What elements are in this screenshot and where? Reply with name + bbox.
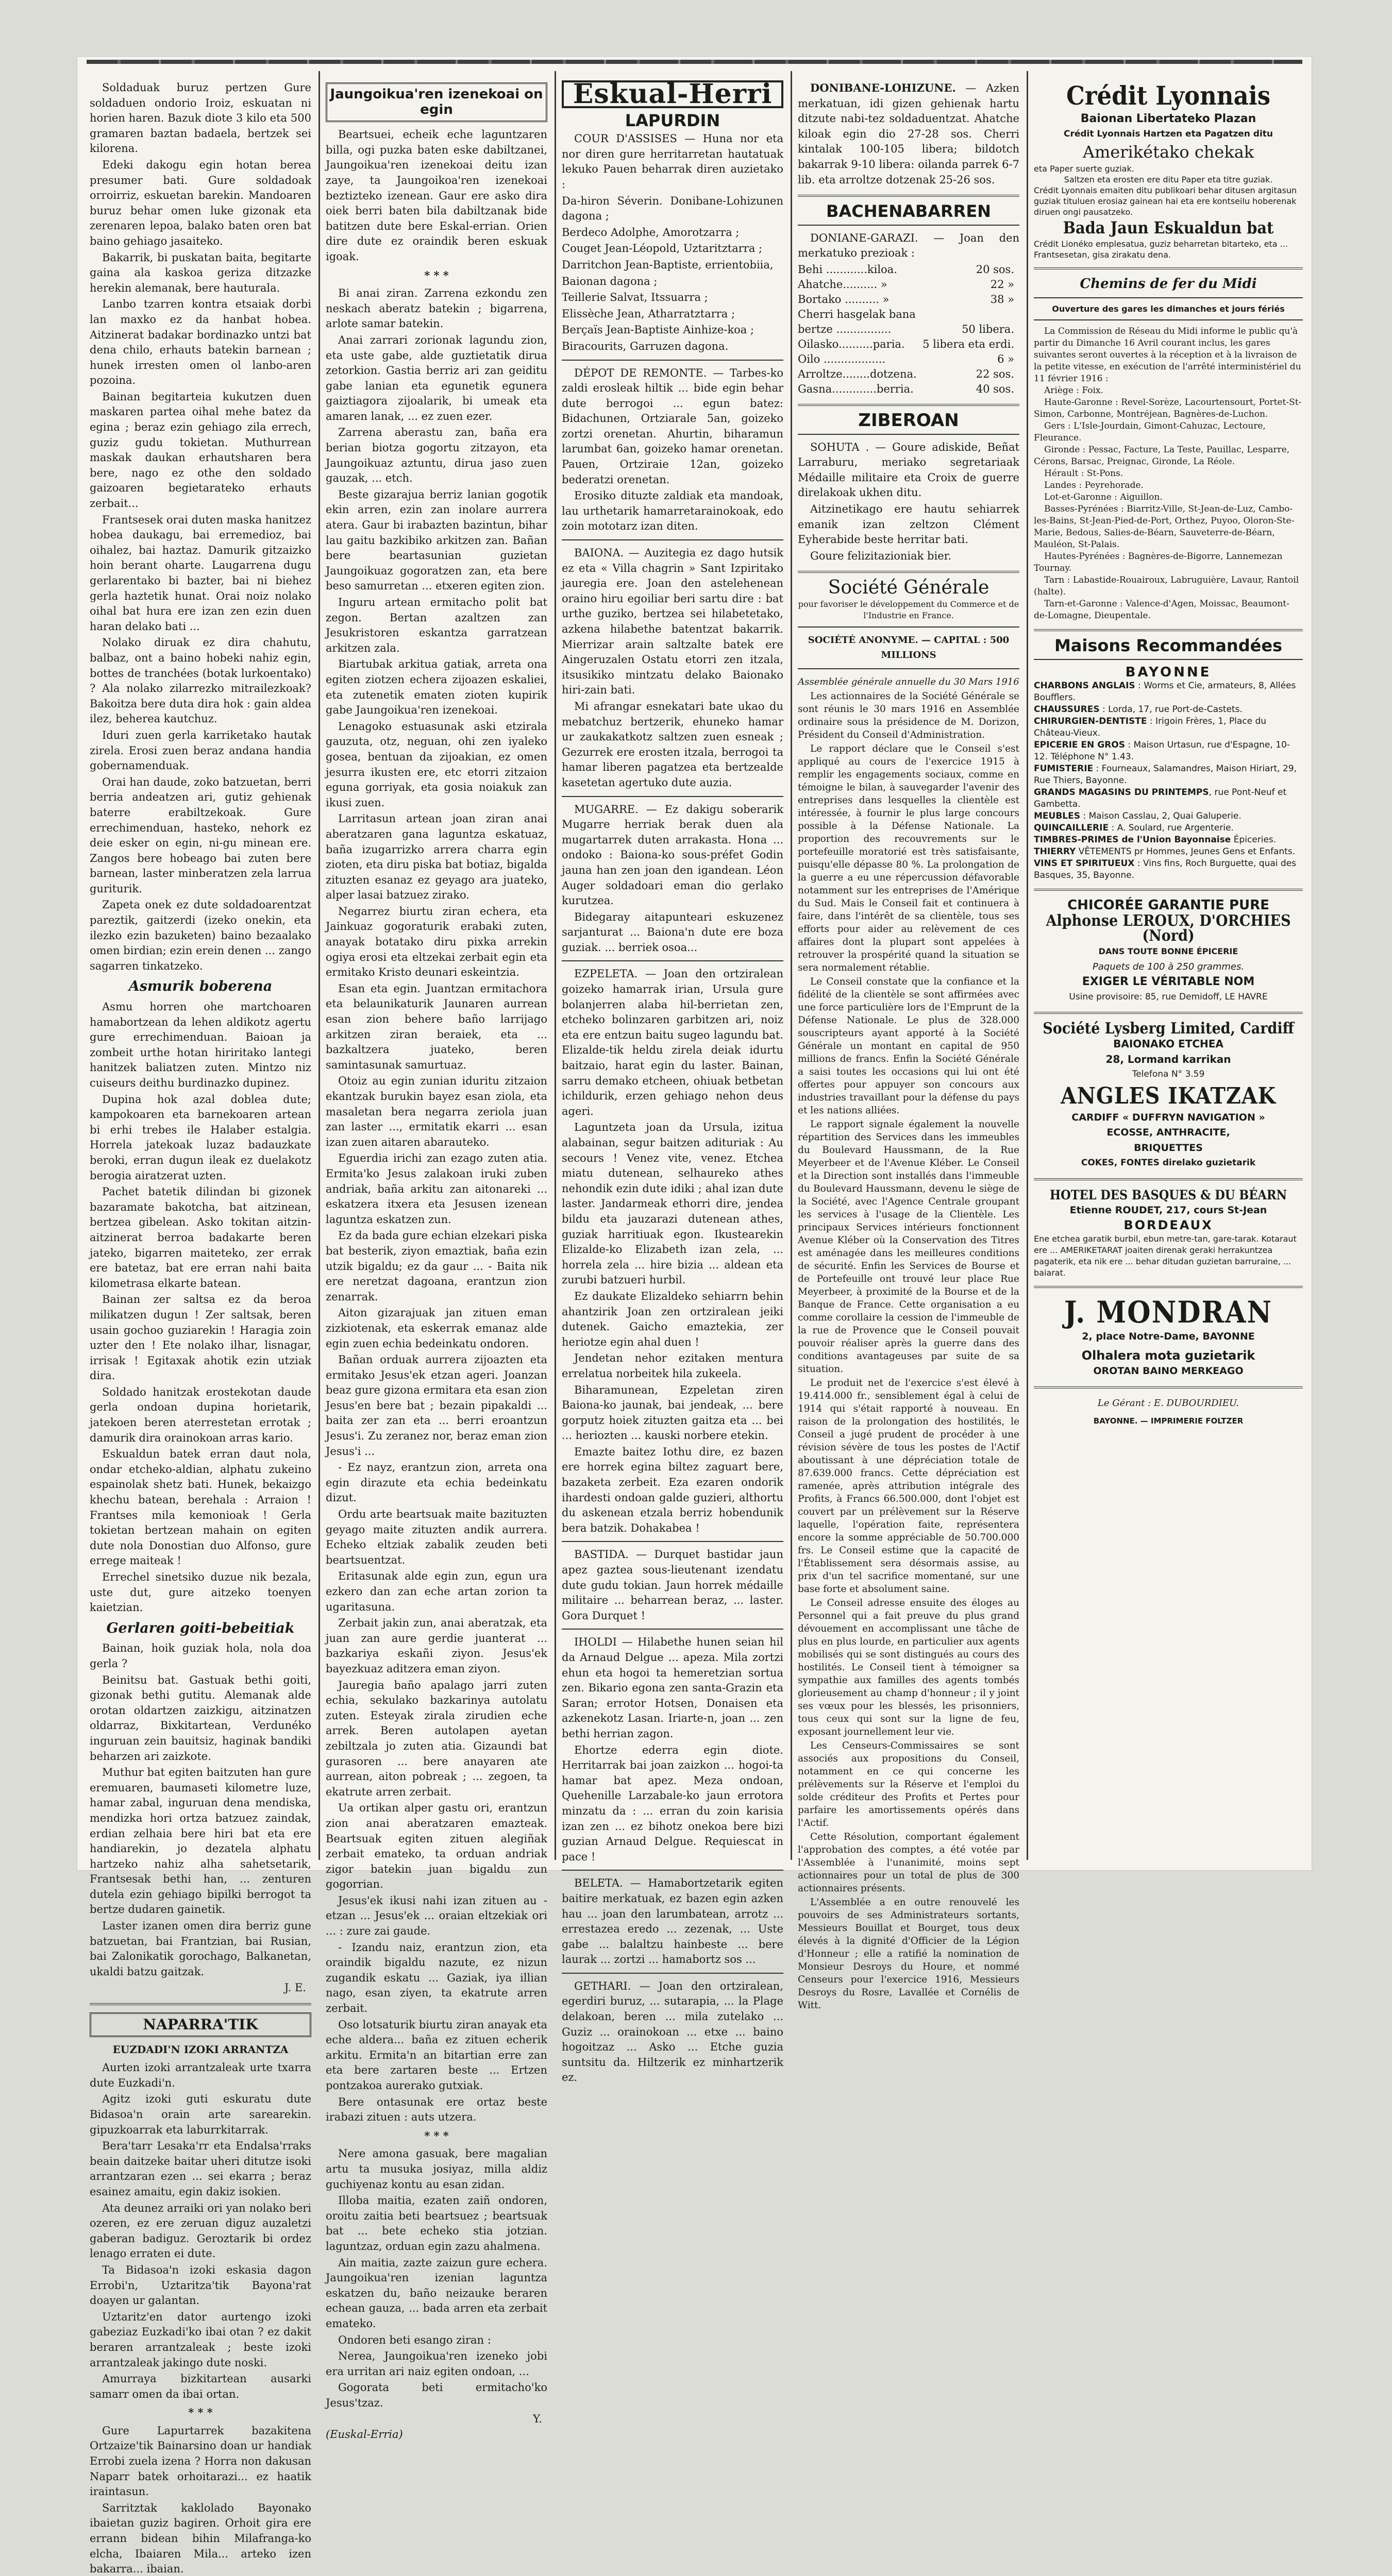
business-detail: : Fourneaux, Salamandres, Maison Hiriart, 29, Rue Thiers, Bayonne. <box>1034 764 1297 786</box>
price-item: Gasna.............berria. <box>798 382 914 395</box>
article-title: Jaungoikua'ren izenekoai on egin <box>326 82 547 122</box>
list-item: Lot-et-Garonne : Aiguillon. <box>1044 492 1163 502</box>
paragraph: Eskualdun batek erran daut nola, ondar etcheko-aldian, alphatu zukeino espainolak shetz bati. Hunek, bekaizgo khechu batean, berehala : Arraion ! Frantses mila kemonioak ! Gerla tokietan bertzean mahain on egiten dute nola Donostian duo Alfonso, gure errege maiteak ! <box>90 1448 311 1567</box>
list-item <box>1034 763 1303 787</box>
ad-city: BAYONNE <box>1125 664 1212 680</box>
paragraph: Frantsesek orai duten maska hanitzez hobea daukagu, bai erremedioz, bai oihalez, bai haztaz. Damurik gitzaizko hoin berant oharte. Laugarrena dugu gerlarentako bi bazter, bai ni biehez gerla haztetik hunat. Orai noiz nolako oihal bat hura ere izan zen ezin duen haran delako bati ... <box>90 513 311 633</box>
paragraph-text: — Azken merkatuan, idi gizen gehienak hartu ditzute nabi-tez soldaduentzat. Ahatche kiloak egin dio 27-28 sos. Cherri kintalak 100-105 libera; bildotch bakarrak 9-10 libera: oilanda parrek 6-7 lib. eta arroltze dotzenak 25-26 sos. <box>798 82 1019 186</box>
paragraph: Negarrez biurtu ziran echera, eta Jainkuaz gogoraturik erabaki zuten, anayak botatako diru pixka arrekin ogiya erosi eta eltzekai zerbait egin eta ermitako Kristo deunari eskeintzia. <box>326 905 547 979</box>
price-value: 22 » <box>990 278 1014 291</box>
paragraph: Mi afrangar esnekatari bate ukao du mebatchuz bertzerik, ehuneko hamar ur zaukakatkotz saltzen zuen esneak ; Gezurrek ere erosten itzala, berrogoi ta hamar liberen pagatzea eta bertzealde kasetetan agertuko dute auzia. <box>562 700 783 789</box>
source: (Euskal-Erria) <box>326 2428 403 2441</box>
divider <box>798 626 1019 628</box>
company-subtitle: pour favoriser le développement du Commerce et de l'Industrie en France. <box>798 599 1019 620</box>
paragraph: Le rapport signale également la nouvelle répartition des Services dans les immeubles du Boulevard Haussmann, de la Rue Meyerbeer et de l'Avenue Kléber. Le Conseil et la Direction sont installés dans l'immeuble du Boulevard Haussmann, devenu le siège de la Société, avec l'Agence Centrale groupant les services à l'usage de la Clientèle. Les principaux Services intérieurs fonctionnent Avenue Kléber où la Conservation des Titres est aménagée dans les meilleures conditions de sécurité. Enfin les Services de Bourse et de Portefeuille ont trouvé leur place Rue Meyerbeer, à proximité de la Bourse et de la Banque de France. Cette organisation a eu comme corollaire la cession de l'immeuble de la rue de Provence que le Conseil pouvait pouvoir réaliser après la guerre dans des conditions avantageuses par suite de sa situation. <box>798 1118 1019 1375</box>
paragraph: EZPELETA. — Joan den ortziralean goizeko hamarrak irian, Ursula gure bolanjerren alaba hil-berrietan zen, etcheko bolinzaren garbitzen ari, noiz eta ere entzun baitu sugeo lagundu bat. Elizalde-tik heldu zirela deiak idurtu baitzaio, harat egin du laster. Bainan, sarru demako etcheen, ohiuak betbetan ichildurik, erzen gehiago nehon deus ageri. <box>562 968 783 1117</box>
capital-line: SOCIÉTÉ ANONYME. — CAPITAL : 500 MILLIONS <box>808 634 1010 661</box>
column-rule <box>318 71 320 1860</box>
business-detail: : Worms et Cie, armateurs, 8, Allées Boufflers. <box>1034 681 1296 703</box>
paragraph: BAIONA. — Auzitegia ez dago hutsik ez eta « Villa chagrin » Sant Izpiritako jauregia ere. Joan den astelehenean oraino hiru egoiliar beri sartu dire : bat urthe guziko, bertzea sei hilabetetako, azkena hilabethe batentzat bakarrik. Mierrizar arain saltzalte batek ere Aingeruzalen Ostatu etorri zen itzala, itsusikiko mintzatu delako Baionako hiri-zain bati. <box>562 547 783 697</box>
paragraph: Beartsuei, echeik eche laguntzaren billa, ogi puzka baten eske dabiltzanei, Jaungoikua'ren izenekoai deitu izan zaye, ta Jaungoikoa'ren izenekoai beztizteko izenean. Gaur ere asko dira oiek berri baten bila dabiltzanak bide batitzen dute bere Eskal-errian. Orien dire dute ez oraindik beren eskuak igoak. <box>326 128 547 263</box>
price-item: Arroltze........dotzena. <box>798 367 917 380</box>
paragraph: Uztaritz'en dator aurtengo izoki gabeziaz Euzkadi'ko ibai otan ? ez dakit beraren arrantzaleak ; beste izoki arrantzaleak jakingo dute noski. <box>90 2310 311 2369</box>
paragraph: Beinitsu bat. Gastuak bethi goiti, gizonak bethi gutitu. Alemanak alde orotan oldartzen zaizkigu, aitzinatzen oldarraz, Bixkitartean, Verdunéko inguruan zein bauitsiz, haginak bandiki beharzen ari zaizkote. <box>90 1673 311 1762</box>
signature: Y. <box>533 2413 542 2426</box>
list-item: Tarn-et-Garonne : Valence-d'Agen, Moissac, Beaumont-de-Lomagne, Dieupentale. <box>1034 598 1289 621</box>
ad-line: ECOSSE, ANTHRACITE, <box>1106 1127 1230 1139</box>
assembly-title: Assemblée générale annuelle du 30 Mars 1916 <box>798 676 1019 688</box>
paragraph: Bakarrik, bi puskatan baita, begitarte gaina ala kaskoa geriza ditzazke herekin alemanak, bere hauturala. <box>90 251 311 294</box>
ornament: * * * <box>424 2129 449 2142</box>
divider <box>1034 297 1303 298</box>
list-item: Biracourits, Garruzen dagona. <box>562 340 729 352</box>
ad-chemins-de-fer <box>1034 277 1303 622</box>
divider <box>562 360 783 361</box>
paragraph: Cette Résolution, comportant également l'approbation des comptes, a été votée par l'Assemblée à l'unanimité, moins sept actionnaires pour un total de plus de 300 actionnaires présents. <box>798 1831 1019 1894</box>
paragraph: Bi anai ziran. Zarrena ezkondu zen neskach aberatz batekin ; bigarrena, arlote samar batekin. <box>326 287 547 330</box>
business-detail: : Irigoin Frères, 1, Place du Château-Vieux. <box>1034 716 1267 739</box>
section-heading: Asmurik boberena <box>128 978 273 995</box>
paragraph: Zerbait jakin zun, anai aberatzak, eta juan zan aure gerdie juanterat ... bazkariya eskañi ziyon. Jesus'ek bayezkuaz aditzera eman ziyon. <box>326 1617 547 1675</box>
list-item <box>1034 704 1303 716</box>
price-item: bertze ................ <box>798 323 892 335</box>
list-item: Couget Jean-Léopold, Uztaritztarra ; <box>562 242 763 255</box>
paragraph: Larritasun artean joan ziran anai aberatzaren gana laguntza eskatuaz, baña izugarrizko arrera charra egin zioten, eta diru piska bat botiaz, bigalda zituzten esanaz ez geyago ara juateko, alper lasai batzuez zirako. <box>326 812 547 902</box>
paragraph: Les actionnaires de la Société Générale se sont réunis le 30 mars 1916 en Assemblée ordinaire sous la présidence de M. Dorizon, Président du Conseil d'Administration. <box>798 690 1019 740</box>
paragraph: Ata deunez arraiki ori yan nolako beri ozeren, ez ere zeruan diguz auzaletzi gaberan badiguz. Geroztarik bi ordez lenago erraten ei dute. <box>90 2201 311 2260</box>
divider <box>562 960 783 961</box>
ad-line: OROTAN BAINO MERKEAGO <box>1093 1365 1244 1377</box>
article-title: EUZDADI'N IZOKI ARRANTZA <box>112 2043 289 2056</box>
list-item <box>1034 846 1303 858</box>
ad-text: La Commission de Réseau du Midi informe le public qu'à partir du Dimanche 16 Avril courant inclus, les gares suivantes seront ouvertes à la réception et à la livraison de la petite vitesse, en exécution de l'arrêté interministériel du 11 février 1916 : <box>1034 326 1301 384</box>
list-item: Tarn : Labastide-Rouairoux, Labruguière, Lavaur, Rantoil (halte). <box>1034 574 1299 597</box>
paragraph: Esan eta egin. Juantzan ermitachora eta belaunikaturik Jaunaren aurrean esan zion behere baño larrijago arkitzen ziran beraiek, eta ... bazkaltzera juateko, beren samintasunak samurtuaz. <box>326 982 547 1071</box>
divider <box>562 796 783 797</box>
signature: J. E. <box>284 1981 306 1994</box>
divider <box>90 2003 311 2005</box>
list-item: Berdeco Adolphe, Amorotzarra ; <box>562 226 740 239</box>
divider <box>798 668 1019 669</box>
business-detail: VÊTEMENTS pr Hommes, Jeunes Gens et Enfants. <box>1076 846 1296 857</box>
ad-title: Crédit Lyonnais <box>1066 80 1271 111</box>
business-category: CHARBONS ANGLAIS <box>1034 681 1135 691</box>
paragraph: Ehortze ederra egin diote. Herritarrak bai joan zaizkon ... hogoi-ta hamar bat apez. Meza ondoan, Quehenille Larzabale-ko jaun errotora minzatu da : ... erran du zoin karisia izan zen ... ez bihotz onekoa bere bizi guzian Arnaud Delgue. Requiescat in pace ! <box>562 1743 783 1863</box>
divider <box>562 1973 783 1974</box>
business-detail: : Lorda, 17, rue Port-de-Castets. <box>1099 704 1243 715</box>
paragraph: Inguru artean ermitacho polit bat zegon. Bertan azaltzen zan Jesukristoren eskantza garratzean arkitzen zala. <box>326 596 547 654</box>
divider <box>562 1870 783 1871</box>
paragraph: Agitz izoki guti eskuratu dute Bidasoa'n orain arte sarearekin. gipuzkoarrak eta laburrkitarrak. <box>90 2093 311 2136</box>
paragraph: Soldado hanitzak erostekotan daude gerla ondoan dupina horietarik, jatekoen beren aterrestetan errotak ; damurik dira orainokoan arras kario. <box>90 1385 311 1444</box>
list-item: Darritchon Jean-Baptiste, errientobiia, <box>562 258 774 271</box>
paragraph: Errechel sinetsiko duzue nik bezala, uste dut, gure aitzeko toenyen kaietzian. <box>90 1571 311 1614</box>
paragraph: Pachet batetik dilindan bi gizonek bazaramate bakotcha, bat aitzinean, bertzea gibelean. Asko tokitan aitzin-aitzinerat berroa badakarte beren jateko, bigarren maiteteko, zer errak ere batetaz, bat ere erran nahi baita kilometrasa elkarte batean. <box>90 1185 311 1290</box>
ad-line: DANS TOUTE BONNE ÉPICERIE <box>1098 946 1238 956</box>
paragraph: Illoba maitia, ezaten zaiñ ondoren, oroitu zaitia beti beartsuez ; beartsuak bat ... bete echeko stia jotzian. laguntzaz, orduan egin zazu ahalmena. <box>326 2194 547 2252</box>
ad-text: Crédit Lyonnais emaiten ditu publikoari behar ditusen argitasun guziak tituluen erosiaz gainean hai eta ere kontseilu hoberenak diruen ongi pausatzeko. <box>1034 185 1297 217</box>
paragraph: Jendetan nehor ezitaken mentura errelatua norbeitek hila zukeela. <box>562 1352 783 1380</box>
paragraph: Anai zarrari zorionak lagundu zion, eta uste gabe, alde guztietatik dirua zetorkion. Gastia berriz ari zan geiditu gabe lanian eta egunetik egunera gaiztiagora zijoalarik, bi umeak eta amaren lanak, ... ez zuen ezer. <box>326 333 547 422</box>
paragraph: Aitzinetikago ere hautu sehiarrek emanik izan zeltzon Clément Eyherabide beste herritar bati. <box>798 502 1019 546</box>
table-row <box>798 292 1019 307</box>
price-item: Behi ............kiloa. <box>798 263 897 276</box>
list-item <box>1034 680 1303 704</box>
paragraph: - Izandu naiz, erantzun zion, eta oraindik bigaldu nazute, ez nizun zugandik eskatu ... Gaziak, iya illian nago, esan ziyen, ta ekatrute arren zerbait. <box>326 1941 547 2015</box>
business-detail: : A. Soulard, rue Argenterie. <box>1109 823 1234 834</box>
ad-text: eta Paper suerte guziak. <box>1034 163 1134 174</box>
price-item: Oilasko..........paria. <box>798 337 905 350</box>
paragraph: Otoiz au egin zunian iduritu zitzaion ekantzak burukin bayez esan ziola, eta masaletan bera negarra zeriola juan zan laster ..., ermitatik ekarri ... esan izan zuen aitaren abarauteko. <box>326 1075 547 1148</box>
divider <box>1034 267 1303 269</box>
station-list <box>1034 385 1303 622</box>
price-value: 20 sos. <box>976 263 1014 276</box>
list-item <box>1034 822 1303 834</box>
table-row <box>798 367 1019 382</box>
list-item <box>1034 739 1303 763</box>
list-item: Haute-Garonne : Revel-Sorèze, Lacourtensourt, Portet-St-Simon, Carbonne, Montréjean, Bagnères-de-Luchon. <box>1034 397 1302 419</box>
market-prices-table <box>798 262 1019 397</box>
paragraph: Gure Lapurtarrek bazakitena Ortzaize'tik Bainarsino doan ur handiak Errobi zuela izena ? Horra non dakusan Naparr batek orhoitarazi... ez haatik iraintasun. <box>90 2424 311 2498</box>
column-rule <box>1027 71 1028 1860</box>
ad-title: Chemins de fer du Midi <box>1080 276 1257 292</box>
business-detail: : Maison Casslau, 2, Quai Galuperie. <box>1080 811 1242 822</box>
table-row <box>798 322 1019 337</box>
paragraph: - Ez nayz, erantzun zion, arreta ona egin dirazute eta echia bedeinkatu dizut. <box>326 1461 547 1504</box>
list-item: Elissèche Jean, Atharratztarra ; <box>562 307 735 320</box>
paragraph: Iduri zuen gerla karriketako hautak zirela. Erosi zuen beraz andana handia gobernamenduak. <box>90 728 311 772</box>
paragraph: Eritasunak alde egin zun, egun ura ezkero dan zan eche artan zorion ta ugaritasuna. <box>326 1570 547 1613</box>
paragraph: Asmu horren ohe martchoaren hamabortzean da lehen aldikotz agertu gure errechimenduan. Baioan ja zombeit urthe hotan hiriritako lantegi hanitzek baliatzen zuten. Mintzo niz cuiseurs deithu burdinazko dupinez. <box>90 1001 311 1089</box>
paragraph: BASTIDA. — Durquet bastidar jaun apez gaztea sous-lieutenant izendatu dute gudu tokian. Jaun horrek médaille militaire ... beharrean beraz, ... laster. Gora Durquet ! <box>562 1548 783 1622</box>
ornament: * * * <box>188 2406 213 2419</box>
price-value: 5 libera eta erdi. <box>923 337 1014 350</box>
paragraph: Eguerdia irichi zan ezago zuten atia. Ermita'ko Jesus zalakoan iruki zuben andriak, baña arkitu zan aitonareki ... eskatzera itxera eta Jesusen izenean laguntza eskatzen zun. <box>326 1152 547 1226</box>
paragraph: Zapeta onek ez dute soldadoarentzat pareztik, gaitzerdi (izeko onekin, eta ilezko ezin bazuketen) baino bezaalako omen birdian; ezin erein denen ... zango sagarren tinkatzeko. <box>90 899 311 972</box>
paragraph: Ordu arte beartsuak maite bazituzten geyago maite zituzten andik aurrera. Echeko eltziak zabalik zeuden beti beartsuentzat. <box>326 1508 547 1566</box>
column-5-ads <box>1034 80 1303 1860</box>
price-value <box>920 307 1019 322</box>
paragraph: SOHUTA . — Goure adiskide, Beñat Larraburu, meriako segretariaak Médaille militaire eta Croix de guerre direlakoak ukhen ditu. <box>798 440 1019 499</box>
paragraph: Bera'tarr Lesaka'rr eta Endalsa'rraks beain daitzeke baitar uheri ditutze isoki arrantzaran ezen ... sei ekarra ; beraz esainez amaitu, egin dakiz isokien. <box>90 2140 311 2198</box>
price-value: 50 libera. <box>962 323 1014 335</box>
paragraph: Le rapport déclare que le Conseil s'est appliqué au cours de l'exercice 1915 à remplir les engagements sociaux, comme en témoigne le bilan, à sauvegarder l'avenir des entreprises dans lesquelles la clientèle est intéressée, à fournir le plus large concours possible à la Défense Nationale. La proportion des recouvrements sur le portefeuille moratorié est très satisfaisante, puisqu'elle dépasse 80 %. La prolongation de la guerre a eu une répercussion défavorable notamment sur les entreprises de l'Amérique du Sud. Mais le Conseil fait et continuera à faire, dans l'intérêt de sa clientèle, tous ses efforts pour aider au relèvement de ces affaires dont la plupart sont appelées à retrouver la prospérité quand la situation se sera normalement rétablie. <box>798 743 1019 973</box>
ad-line: Baionan Libertateko Plazan <box>1080 112 1256 125</box>
list-item: Gers : L'Isle-Jourdain, Gimont-Cahuzac, Lectoure, Fleurance. <box>1034 420 1266 443</box>
paragraph: Bañan orduak aurrera zijoazten eta ermitako Jesus'ek etzan ageri. Joanzan beaz gure gizona ermitara eta esan zion Jesus'en bere bat ; bezain pipakaldi ... baita zer zan eta ... berri eroantzun Jesus'i. Zu zeranez nor, beraz eman zion Jesus'i ... <box>326 1353 547 1458</box>
column-2 <box>326 80 547 2441</box>
section-heading: NAPARRA'TIK <box>90 2012 311 2037</box>
printer-line: BAYONNE. — IMPRIMERIE FOLTZER <box>1093 1416 1244 1426</box>
list-item <box>1034 787 1303 810</box>
table-row <box>798 352 1019 367</box>
price-item: Bortako .......... » <box>798 293 890 306</box>
paragraph: Aiton gizarajuak jan zituen eman zizkiotenak, eta eskerrak emanaz alde egin zuen echia bedeinkatu ondoren. <box>326 1307 547 1350</box>
paragraph: Laguntzeta joan da Ursula, izitua alabainan, segur baitzen adituriak : Au secours ! Venez vite, venez. Etchea miatu dutenean, selhaureko athes nehondik ezin dute idiki ; ahal izan dute laster. Jandarmeak ethorri dire, jendea bildu eta jauzarazi dutenean athes, guziak harritiuak egon. Ikustearekin Elizalde-ko Elizabeth izan zela, ... horrela zela ... hire bizia ... aldean eta zurubi batzueri hurbil. <box>562 1121 783 1286</box>
ad-line: Usine provisoire: 85, rue Demidoff, LE HAVRE <box>1069 991 1268 1002</box>
business-detail: , rue Pont-Neuf et Gambetta. <box>1034 787 1287 810</box>
ad-line: Olhalera mota guzietarik <box>1081 1348 1255 1363</box>
paragraph: Ez daukate Elizaldeko sehiarrn behin ahantzirik Joan zen ortziralean jeiki dutenek. Gaicho emaztekia, zer heriotze egin ahal duen ! <box>562 1290 783 1348</box>
paragraph: Beste gizarajua berriz lanian gogotik ekin arren, ezin zan inolare aurrera atera. Gaur bi irabazten bazintun, bihar lau gaitu bazkibiko arkitzen zan. Bañan bere beartasunian guzietan Jaungoikuaz gogoratzen zan, eta bere beso samurretan ... etxeren egiten zion. <box>326 488 547 592</box>
ad-city: BORDEAUX <box>1123 1218 1213 1233</box>
column-3 <box>562 78 783 2084</box>
paragraph: Jauregia baño apalago jarri zuten echia, sekulako bazkarinya autolatu zuten. Esteyak zirala zirudien eche arrek. Beren autolapen ayetan zebiltzala jo zuten atia. Gizaundi bat gurasoren ... bere anayaren ate aurrean, aiton pobreak ; ... zegoen, ta ekatrute arren zerbait. <box>326 1679 547 1798</box>
ad-line: 2, place Notre-Dame, BAYONNE <box>1082 1330 1255 1342</box>
table-row <box>798 337 1019 352</box>
list-item: Hérault : St-Pons. <box>1044 468 1123 479</box>
paragraph: Bainan begitarteia kukutzen duen maskaren partea oihal mehe batez da egina ; beraz ezin gehiago zila errech, guziz gudu tokietan. Muthurrean maskak daukan erhautsharen bera bere, nago ez othe den soldado gaizoaren begietarateko erhauts zerbait... <box>90 390 311 510</box>
paragraph: Lenagoko estuasunak aski etzirala gauzuta, otz, neguan, ohi zen iyaleko gosea, bentuan da zijoakian, ez omen jesurra ikusten ere, etc etorri zitzaion eguna gorriyak, eta gosia noiakuk zan ikusi zuen. <box>326 720 547 809</box>
paragraph: Muthur bat egiten baitzuten han gure eremuaren, baumaseti kilometre luze, hamar zabal, inguruan dena mendiska, mendizka hori ortza batzuez zaindak, erdian zelhaia bere hiri bat eta ere handiarekin, jo dezatela alphatu hartzeko nahiz alha sahetsetarik, Frantsesak bethi han, ... zenturen dutela ezin gehiago bipilki berrogot ta bertze dudaren gainetik. <box>90 1766 311 1916</box>
business-category: CHIRURGIEN-DENTISTE <box>1034 716 1147 727</box>
divider <box>798 225 1019 226</box>
divider <box>562 1541 783 1542</box>
ad-hotel-des-basques <box>1034 1188 1303 1279</box>
paragraph: Le produit net de l'exercice s'est élevé à 19.414.000 fr., sensiblement égal à celui de 1914 qui s'était rapporté à nouveau. En raison de la prolongation des hostilités, le Conseil a jugé prudent de procéder à une révision sévère de tous les postes de l'Actif aboutissant à une dépréciation totale de 87.639.000 francs. Cette dépréciation est ramenée, après attribution intégrale des Profits, à Francs 66.500.000, dont l'objet est couvert par un prélèvement sur la Réserve laquelle, l'opération faite, représentera encore la somme appréciable de 50.700.000 frs. Le Conseil estime que la capacité de l'Établissement sera désormais assise, au prix d'un tel sacrifice momentané, sur une base forte et absolument saine. <box>798 1377 1019 1595</box>
list-item <box>1034 834 1303 846</box>
business-category: GRANDS MAGASINS DU PRINTEMPS <box>1034 787 1209 798</box>
section-heading: BACHENABARREN <box>826 201 991 222</box>
paragraph: Le Conseil constate que la confiance et la fidélité de la clientèle se sont affirmées avec une force particulière lors de l'Emprunt de la Défense Nationale. Le plus de 328.000 souscripteurs ayant apporté à la Société Générale un montant en capital de 950 millions de francs. Enfin la Société Générale a saisi toutes les occasions qui lui ont été offertes pour appuyer son concours aux industries travaillant pour la défense du pays et les nations alliées. <box>798 976 1019 1116</box>
paragraph: Jesus'ek ikusi nahi izan zituen au - etzan ... Jesus'ek ... oraian eltzekiak ori ... : zure zai gaude. <box>326 1894 547 1938</box>
ad-line: Telefona N° 3.59 <box>1132 1069 1205 1080</box>
divider <box>798 571 1019 573</box>
ad-credit-lyonnais <box>1034 80 1303 260</box>
list-item: Gironde : Pessac, Facture, La Teste, Pauillac, Lesparre, Cérons, Barsac, Preignac, Gironde, La Réole. <box>1034 444 1290 467</box>
business-category: CHAUSSURES <box>1034 704 1100 715</box>
divider <box>1034 629 1303 631</box>
paragraph: GETHARI. — Joan den ortziralean, egerdiri buruz, ... sutarapia, ... la Plage delakoan, beren ... mila zutelako ... Guziz ... orainokoan ... etxe ... baino hogoitzaz ... Asko ... Etche guzia suntsitu da. Hiltzerik ez minhartzerik ez. <box>562 1979 783 2084</box>
ad-mondran <box>1034 1295 1303 1379</box>
section-heading: Gerlaren goiti-bebeitiak <box>106 1620 295 1636</box>
paragraph <box>798 80 1019 188</box>
paragraph: L'Assemblée a en outre renouvelé les pouvoirs de ses Administrateurs sortants, Messieurs Bouillat et Bourget, tous deux élevés à la dignité d'Officier de la Légion d'Honneur ; elle a ratifié la nomination de Monsieur Desroys du Houre, et nommé Censeurs pour l'exercice 1916, Messieurs Desroys du Rosre, Lavallée et Cornélis de Witt. <box>798 1896 1019 2011</box>
paragraph: Nolako diruak ez dira chahutu, balbaz, ont a baino hobeki nahiz egin, bottes de tranchées (botak lurkoentako) ? Ala nolako zilarrezko mitrailezkoak? Bakoitza bere duta dira hok : gain aldea ilez, beherea kautchuz. <box>90 636 311 725</box>
paragraph: Bainan, hoik guziak hola, nola doa gerla ? <box>90 1642 311 1670</box>
section-masthead: Eskual-Herri <box>562 80 783 108</box>
price-item: Cherri hasgelak bana <box>798 308 916 320</box>
list-item <box>1034 858 1303 882</box>
business-detail: : Maison Urtasun, rue d'Espagne, 10-12. Téléphone N° 1.43. <box>1034 740 1290 762</box>
ad-text: Ene etchea garatik burbil, ebun metre-tan, gare-tarak. Kotaraut ere ... AMERIKETARAT joaiten direnak geraki herrakuntzea pagaterik, eta nik ere ... behar ditudan guzietan barruraine, ... baiarat. <box>1034 1233 1297 1278</box>
paragraph: Zarrena aberastu zan, baña era berian biotza gogortu zitzayon, eta Jaungoikuaz aztuntu, dirua jaso zuen gauzak, ... etch. <box>326 426 547 485</box>
paragraph: Sarritztak kaklolado Bayonako ibaietan guziz bagiren. Orhoit gira ere errann bidean bihin Milafranga-ko elcha, Ibaiaren Mila... arteko izen bakarra... ibaian. <box>90 2501 311 2575</box>
list-item: Teillerie Salvat, Itssuarra ; <box>562 291 708 304</box>
list-item: Hautes-Pyrénées : Bagnères-de-Bigorre, Lannemezan Tournay. <box>1034 551 1283 573</box>
business-detail: Épiceries. <box>1231 835 1277 845</box>
ad-title: HOTEL DES BASQUES & DU BÉARN <box>1049 1188 1287 1203</box>
paragraph: Ez da bada gure echian elzekari piska bat besterik, ziyon emaztiak, baña ezin utzik bigaldu; ez da gaur ... - Baita nik ere neretzat dagoana, erantzun zion zenarrak. <box>326 1229 547 1303</box>
paragraph: Erosiko dituzte zaldiak eta mandoak, lau urthetarik hamarretarainokoak, edo zoin mototarz izan diten. <box>562 489 783 533</box>
paragraph: Ta Bidasoa'n izoki eskasia dagon Errobi'n, Uztaritza'tik Bayona'rat doayen ur galantan. <box>90 2263 311 2307</box>
divider <box>1034 889 1303 891</box>
ad-line: CARDIFF « DUFFRYN NAVIGATION » <box>1071 1111 1265 1123</box>
divider <box>1034 1178 1303 1180</box>
newspaper-page <box>77 57 1312 2575</box>
business-category: FUMISTERIE <box>1034 764 1094 774</box>
ad-line: Paquets de 100 à 250 grammes. <box>1092 961 1245 972</box>
paragraph: COUR D'ASSISES — Huna nor eta nor diren gure herritarretan hautatuak lekuko Pauen beharrak diren auzietako : <box>562 132 783 191</box>
list-item: Basses-Pyrénées : Biarritz-Ville, St-Jean-de-Luz, Cambo-les-Bains, St-Jean-Pied-de-Port, Orthez, Puyoo, Oloron-Ste-Marie, Bedous, Salies-de-Béarn, Sauveterre-de-Béarn, Mauléon, St-Palais. <box>1034 503 1295 550</box>
list-item <box>1034 810 1303 822</box>
business-category: VINS ET SPIRITUEUX <box>1034 858 1135 869</box>
list-item <box>1034 716 1303 739</box>
business-detail: : Vins fins, Roch Burguette, quai des Basques, 35, Bayonne. <box>1034 858 1297 881</box>
paragraph: Bainan zer saltsa ez da beroa milikatzen dugun ! Zer saltsak, beren usain gochoo guziarekin ! Haragia zoin uzter den ! Ete nolako ilhar, lisnagar, irrisak ! Egitaxak ahotik ezin utziak dira. <box>90 1293 311 1382</box>
paragraph: Edeki dakogu egin hotan berea presumer bati. Gure soldadoak orroirriz, eskuetan barekin. Mandoaren buruz behar omen luke gizonak eta zerenaren lepoa, balako baten oren bat baino gehiago jasaiteko. <box>90 158 311 247</box>
paragraph: Ondoren beti esango ziran : <box>338 2333 491 2346</box>
table-row <box>798 277 1019 292</box>
paragraph: DÉPOT DE REMONTE. — Tarbes-ko zaldi erosleak hiltik ... bide egin behar dute berrogoi ... egun batez: Bidachunen, Ortziarale 5an, goizeko zortzi orenetan. Ahurtin, biharamun larumbat 6an, goizeko hamar orenetan. Pauen, Ortziraie 12an, goizeko bederatzi orenetan. <box>562 366 783 486</box>
ad-line: BAIONAKO ETCHEA <box>1113 1037 1223 1050</box>
paragraph: Le Conseil adresse ensuite des éloges au Personnel qui a fait preuve du plus grand dévouement en accomplissant une tâche de plus en plus lourde, en particulier aux agents mobilisés qui se sont distingués au cours des hostilités. Le Conseil tient à témoigner sa sympathie aux familles des agents tombés glorieusement au champ d'honneur ; il y joint ses vœux pour les blessés, les prisonniers, tous ceux qui sont sur la ligne de feu, exposant journellement leur vie. <box>798 1597 1019 1737</box>
price-item: Ahatche.......... » <box>798 278 887 291</box>
place-heading: DONIBANE-LOHIZUNE. <box>810 81 956 94</box>
table-row <box>798 307 1019 322</box>
ad-line: BRIQUETTES <box>1134 1142 1203 1154</box>
divider <box>562 1629 783 1630</box>
paragraph: BELETA. — Hamabortzetarik egiten baitire merkatuak, ez bazen egin azken hau ... joan den larumbatean, arrotz ... errestazea eredo ... zezenak, ... Uste gabe ... balaltzu hainbeste ... bere laurak ... zortzi ... hamabortz sos ... <box>562 1877 783 1966</box>
paragraph: Ain maitia, zazte zaizun gure echera. Jaungoikua'ren izenian laguntza eskatzen du, baño neizauke beraren echean gauza, ... bada arren eta zerbait emateko. <box>326 2256 547 2330</box>
divider <box>1034 1286 1303 1288</box>
ad-lysberg <box>1034 1021 1303 1171</box>
divider <box>1034 659 1303 660</box>
paragraph: Bere ontasunak ere ortaz beste irabazi zituen : auts utzera. <box>326 2095 547 2124</box>
paragraph: Lanbo tzarren kontra etsaiak dorbi lan maxko ez da hanbat hobea. Aitzinerat badakar bordinazko untzi bat dena chilo, erhauts batekin barnean ; hunek irresten omen ol lanbo-aren pozoina. <box>90 298 311 387</box>
paragraph: IHOLDI — Hilabethe hunen seian hil da Arnaud Delgue ... apeza. Mila zortzi ehun eta hogoi ta hemeretzian sortua zen. Bikario egona zen santa-Grazin eta Saran; errotor Hotsen, Donaisen eta azkenekotz Lasan. Iriarte-n, joan ... zen bethi herrian zagon. <box>562 1636 783 1740</box>
ad-heading: Bada Jaun Eskualdun bat <box>1063 217 1274 238</box>
paragraph: Biharamunean, Ezpeletan ziren Baiona-ko jaunak, bai jendeak, ... bere gorputz hoiek zituzten gaitza eta ... bei ... heriozten ... kauski norbere etekin. <box>562 1383 783 1442</box>
paragraph: Nerea, Jaungoikua'ren izeneko jobi era urritan ari naiz egiten ondoan, ... <box>326 2350 547 2378</box>
divider <box>798 195 1019 197</box>
paragraph: Oso lotsaturik biurtu ziran anayak eta eche aldera... baña ez zituen echerik arkitu. Ermita'n an bitartian erre zan eta bere zartaren beste ... Ertzen pontzakoa aurerako gutxiak. <box>326 2018 547 2092</box>
list-item: Landes : Peyrehorade. <box>1044 480 1144 490</box>
paragraph: Amurraya bizkitartean ausarki samarr omen da ibai ortan. <box>90 2372 311 2400</box>
ad-line: Crédit Lyonnais Hartzen eta Pagatzen ditu <box>1063 128 1273 139</box>
ad-heading: Amerikétako chekak <box>1082 142 1254 162</box>
ad-title: CHICORÉE GARANTIE PURE <box>1067 897 1269 913</box>
section-heading: ZIBEROAN <box>858 410 959 431</box>
list-item: Baionan dagona ; <box>562 275 658 287</box>
price-value: 22 sos. <box>976 367 1014 380</box>
paragraph: Nere amona gasuak, bere magalian artu ta musuka josiyaz, milla aldiz guchiyenaz kontu au esan zidan. <box>326 2147 547 2191</box>
paragraph: Ua ortikan alper gastu ori, erantzun zion anai aberatzaren emazteak. Beartsuak egiten zituen alegiñak zerbait emateko, ta orduan andriak zigor batekin juan bigaldu zun gogorrian. <box>326 1802 547 1891</box>
business-category: QUINCAILLERIE <box>1034 823 1109 834</box>
ad-title: Société Lysberg Limited, Cardiff <box>1043 1020 1294 1038</box>
business-category: MEUBLES <box>1034 811 1080 822</box>
paragraph: Les Censeurs-Commissaires se sont associés aux propositions du Conseil, notamment en ce qui concerne les prélèvements sur la Réserve et l'emploi du solde créditeur des Profits et Pertes pour parfaire les amortissements opérés dans l'Actif. <box>798 1740 1019 1828</box>
business-category: THIERRY <box>1034 846 1076 857</box>
column-4 <box>798 80 1019 2011</box>
gerant-line: Le Gérant : E. DUBOURDIEU. <box>1097 1397 1239 1409</box>
paragraph: Dupina hok azal doblea dute; kampokoaren eta barnekoaren artean bi erhi trebes ile Halaber estalgia. Horrela jatekoak luzaz badauzkate beroki, erran dugun ileak ez duelakotz berogia airatzerat uzten. <box>90 1093 311 1182</box>
business-category: EPICERIE EN GROS <box>1034 740 1125 751</box>
column-rule <box>791 71 792 1860</box>
price-value: 38 » <box>990 293 1014 306</box>
company-title: Société Générale <box>828 577 990 599</box>
divider <box>798 434 1019 435</box>
section-heading: LAPURDIN <box>625 110 720 130</box>
paragraph: Orai han daude, zoko batzuetan, berri berria andeatzen ari, gutiz gehienak baterre erabiltzekoak. Gure errechimenduan, hasteko, nehork ez deie esker on egin, ni-gu minean ere. Zangos bere hobeago bai zuten bere barnean, laster minberatzen zela larrua guriturik. <box>90 775 311 895</box>
price-value: 40 sos. <box>976 382 1014 395</box>
table-row <box>798 262 1019 277</box>
paragraph: Biartubak arkitua gatiak, arreta ona egiten ziotzen echera zijoazen eskaliei, eta zutenetik ematen zioten kupirik gabe Jaungoikua'ren izenekoai. <box>326 658 547 717</box>
ad-name: Alphonse LEROUX, D'ORCHIES (Nord) <box>1046 911 1291 945</box>
ad-title: J. MONDRAN <box>1064 1294 1273 1330</box>
list-item: Ariège : Foix. <box>1044 385 1103 396</box>
ad-maisons-recommandees <box>1034 635 1303 882</box>
ad-line: COKES, FONTES direlako guzietarik <box>1081 1158 1256 1168</box>
ad-text: Crédit Lionéko emplesatua, guziz beharretan bitarteko, eta ... Frantsesetan, gisa zirakatu dena. <box>1034 239 1288 260</box>
business-category: TIMBRES-PRIMES de l'Union Bayonnaise <box>1034 835 1231 845</box>
column-rule <box>555 71 556 1860</box>
paragraph: Bidegaray aitapunteari eskuzenez sarjanturat ... Baiona'n dute ere boza guziak. ... berriek osoa... <box>562 910 783 954</box>
divider <box>1034 319 1303 320</box>
top-rule <box>87 60 1302 64</box>
ad-text: Saltzen eta erosten ere ditu Paper eta titre guziak. <box>1064 174 1273 184</box>
divider <box>562 539 783 540</box>
ad-line: EXIGER LE VÉRITABLE NOM <box>1082 975 1255 989</box>
ad-chicoree <box>1034 898 1303 1005</box>
paragraph: Soldaduak buruz pertzen Gure soldaduen ondorio Iroiz, eskuatan ni horien haren. Bazuk diote 3 kilo eta 500 gramaren baztan badaela, bertzek sei kilorena. <box>90 81 311 155</box>
table-row <box>798 382 1019 397</box>
list-item: Berçaïs Jean-Baptiste Ainhize-koa ; <box>562 324 754 336</box>
ad-title: Maisons Recommandées <box>1054 635 1283 655</box>
list-item: Da-hiron Séverin. Donibane-Lohizunen dagona ; <box>562 194 783 223</box>
paragraph: Gogorata beti ermitacho'ko Jesus'tzaz. <box>326 2381 547 2409</box>
divider <box>1034 1012 1303 1014</box>
divider <box>1034 1386 1303 1388</box>
ad-line: Etienne ROUDET, 217, cours St-Jean <box>1069 1204 1267 1216</box>
price-value: 6 » <box>997 352 1014 365</box>
business-list <box>1034 680 1303 882</box>
paragraph: Aurten izoki arrantzaleak urte txarra dute Euzkadi'n. <box>90 2061 311 2089</box>
divider <box>798 404 1019 406</box>
ornament: * * * <box>424 268 449 282</box>
price-item: Oilo .................. <box>798 352 886 365</box>
ad-subtitle: Ouverture des gares les dimanches et jours fériés <box>1052 303 1285 314</box>
paragraph: DONIANE-GARAZI. — Joan den merkatuko prezioak : <box>798 231 1019 260</box>
paragraph: Goure felizitazioniak bier. <box>810 549 952 562</box>
column-1 <box>90 80 311 2575</box>
paragraph: MUGARRE. — Ez dakigu soberarik Mugarre herriak berak duen ala mugartarrek duten arrakasta. Hona ... ondoko : Baiona-ko sous-préfet Godin jauna han zen joan den igandean. Léon Auger soldadoari eman dio gerlako kurutzea. <box>562 803 783 907</box>
ad-line: 28, Lormand karrikan <box>1105 1053 1231 1065</box>
paragraph: Emazte baitez Iothu dire, ez bazen ere horrek egina biltez zaguart bere, bazaketa zerbeit. Eza ezaren ondorik ihardesti ondoan galde guzieri, althortu du askenean etzala berriz hobendunik bera batzik. Dohakabea ! <box>562 1445 783 1534</box>
ad-heading: ANGLES IKATZAK <box>1060 1082 1277 1109</box>
paragraph: Laster izanen omen dira berriz gune batzuetan, bai Frantzian, bai Rusian, bai Zalonikatik gorochago, Balkanetan, ukaldi batzu gaitzak. <box>90 1920 311 1978</box>
